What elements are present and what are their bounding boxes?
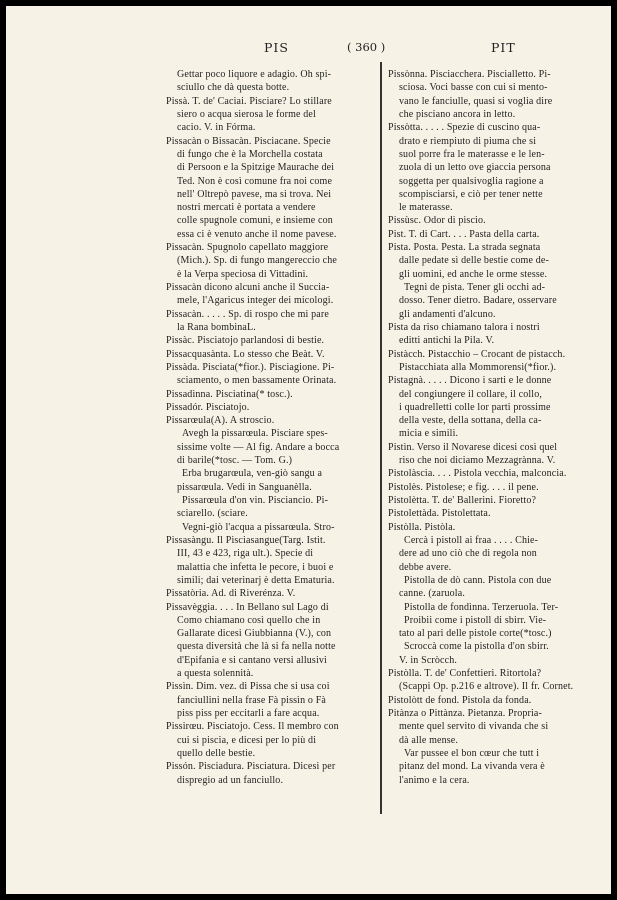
text-line: Pissarœula d'on vin. Pisciancio. Pi- bbox=[182, 495, 329, 506]
text-line: gli andamenti d'alcuno. bbox=[399, 308, 496, 320]
text-line: dalle pedate sì delle bestie come de- bbox=[399, 255, 549, 267]
text-line: Gettar poco liquore e adagio. Oh spi- bbox=[177, 69, 332, 80]
text-line: di fungo che è la Morchella costata bbox=[177, 148, 323, 160]
text-line: simili; dai veterinarj è detta Ematuria. bbox=[177, 574, 335, 586]
text-line: è la Verpa speciosa di Vittadini. bbox=[177, 268, 309, 280]
text-line: Pistolètta. T. de' Ballerini. Fioretto? bbox=[388, 495, 537, 506]
text-line: Pista da riso chiamano talora i nostri bbox=[388, 321, 540, 333]
text-line: sciullo che dà questa botte. bbox=[177, 82, 290, 94]
text-line: Ted. Non è così comune fra noi come bbox=[177, 175, 333, 187]
text-line: a questa solennità. bbox=[177, 668, 254, 680]
text-line: Pissìn. Dim. vez. di Pissa che si usa coi bbox=[166, 681, 330, 693]
text-line: Pissacàn dicono alcuni anche il Succia- bbox=[166, 282, 330, 293]
text-line: Cercà i pistoll ai fraa . . . . Chie- bbox=[404, 534, 539, 546]
text-line: micia e simili. bbox=[399, 428, 459, 440]
text-line: le materasse. bbox=[399, 202, 453, 214]
text-line: sissime volte — Al fig. Andare a bocca bbox=[177, 441, 340, 453]
text-line: scompisciarsi, e ciò per tener nette bbox=[399, 188, 543, 200]
text-line: i quadrelletti colle lor parti prossime bbox=[399, 401, 551, 413]
text-line: V. in Scròcch. bbox=[399, 654, 458, 666]
text-line: d'Epifania e si cantano versi allusivi bbox=[177, 654, 327, 666]
text-line: editti antichi la Pila. V. bbox=[399, 335, 495, 347]
text-line: Pissòtta. . . . . Spezie di cuscino qua- bbox=[388, 122, 541, 134]
text-line: Tegnì de pista. Tener gli occhi ad- bbox=[404, 282, 546, 293]
text-line: sciamento, o men bassamente Orinata. bbox=[177, 375, 337, 387]
text-line: quello delle bestie. bbox=[177, 747, 256, 759]
text-line: Pissònna. Pisciacchera. Piscialletto. Pi- bbox=[388, 69, 551, 80]
text-line: la Rana bombinaL. bbox=[177, 321, 256, 333]
header-right-word: PIT bbox=[491, 40, 516, 55]
text-line: Pistolettàda. Pistolettata. bbox=[388, 508, 491, 520]
text-line: dere ad uno ciò che di regola non bbox=[399, 548, 537, 560]
text-line: Avegh la pissarœula. Pisciare spes- bbox=[182, 428, 328, 440]
text-line: piss piss per eccitarli a fare acqua. bbox=[177, 708, 320, 719]
text-line: cui si piscia, e dicesi per lo più di bbox=[177, 734, 317, 746]
text-line: del congiungere il collare, il collo, bbox=[399, 388, 543, 400]
text-line: Var pussee el bon cœur che tutt i bbox=[404, 747, 540, 759]
text-line: mele, l'Agaricus integer dei micologi. bbox=[177, 295, 334, 307]
text-line: Pissirœu. Pisciatojo. Cess. Il membro con bbox=[166, 721, 339, 733]
text-line: Pistacchiata alla Mommorensi(*fior.). bbox=[399, 361, 557, 373]
text-line: riso che noi diciamo Mezzagrànna. V. bbox=[399, 455, 556, 467]
text-line: Pissacquasànta. Lo stesso che Beàt. V. bbox=[166, 348, 325, 360]
text-line: tato al pari delle pistole corte(*tosc.) bbox=[399, 628, 552, 640]
right-column bbox=[388, 68, 602, 787]
text-line: Proibii come i pistoll di sbirr. Vie- bbox=[404, 614, 547, 626]
text-line: dispregio ad un fanciullo. bbox=[177, 774, 284, 786]
text-line: Pissatòria. Ad. di Riverénza. V. bbox=[166, 588, 296, 600]
text-line: mente quel servito di vivanda che si bbox=[399, 721, 549, 733]
text-line: vano le fanciulle, quasi si voglia dire bbox=[399, 95, 553, 107]
text-line: Pissàc. Pisciatojo parlandosi di bestie. bbox=[166, 335, 325, 347]
text-line: questa diversità che là si fa nella notte bbox=[177, 641, 336, 653]
text-line: Pissarœula(A). A stroscio. bbox=[166, 415, 275, 427]
text-line: Pist. T. di Cart. . . . Pasta della carta. bbox=[388, 228, 540, 240]
text-line: Erba brugarœula, ven-giò sangu a bbox=[182, 468, 323, 480]
text-line: Pissón. Pisciadura. Pisciatura. Dicesi per bbox=[166, 761, 336, 773]
text-line: Pissavèggia. . . . In Bellano sul Lago di bbox=[166, 601, 329, 613]
text-line: fanciullini nella frase Fà pissìn o Fà bbox=[177, 694, 327, 706]
text-line: dà alle mense. bbox=[399, 734, 459, 746]
text-line: Scroccà come la pistolla d'on sbirr. bbox=[404, 641, 549, 653]
text-line: di barile(*tosc. — Tom. G.) bbox=[177, 455, 293, 467]
text-line: Pistolla de dò cann. Pistola con due bbox=[404, 574, 552, 586]
text-line: (Mich.). Sp. di fungo mangereccio che bbox=[177, 255, 337, 267]
text-line: Pissà. T. de' Caciai. Pisciare? Lo stillare bbox=[166, 95, 332, 107]
text-line: Pitànza o Pittànza. Pietanza. Propria- bbox=[388, 708, 542, 719]
text-line: l'animo e la cera. bbox=[399, 774, 470, 786]
text-line: soggetta per qualsivoglia ragione a bbox=[399, 175, 544, 187]
text-line: drato e riempiuto di piuma che si bbox=[399, 135, 537, 147]
text-line: malattia che infetta le pecore, i buoi e bbox=[177, 561, 334, 573]
text-line: Pistolès. Pistolese; e fig. . . . il pene. bbox=[388, 481, 539, 493]
text-line: pitanz del mond. La vivanda vera è bbox=[399, 761, 545, 773]
text-line: Pissàda. Pisciata(*fior.). Pisciagione. Pi- bbox=[166, 361, 335, 373]
text-line: Pissacàn. . . . . Sp. di rospo che mi pare bbox=[166, 308, 329, 320]
text-line: gli uomini, ed anche le orme stesse. bbox=[399, 268, 548, 280]
text-line: della veste, della sottana, della ca- bbox=[399, 415, 542, 427]
text-line: Pissacàn o Bissacàn. Pisciacane. Specie bbox=[166, 135, 331, 147]
text-line: di Persoon e la Spitzige Maurache dei bbox=[177, 162, 335, 174]
text-line: Pissadór. Pisciatojo. bbox=[166, 401, 250, 413]
text-line: Pissadìnna. Pisciatina(* tosc.). bbox=[166, 388, 293, 400]
text-line: nell' Oltrepò pavese, ma si trova. Nei bbox=[177, 188, 332, 200]
text-line: Pistolàscia. . . . Pistola vecchia, malconcia. bbox=[388, 468, 567, 480]
text-line: pissarœula. Vedi in Sanguanèlla. bbox=[177, 481, 312, 493]
text-line: sciosa. Voci basse con cui si mento- bbox=[399, 82, 548, 94]
text-line: Pissùsc. Odor di piscio. bbox=[388, 215, 486, 227]
text-line: che pisciano ancora in letto. bbox=[399, 108, 516, 120]
text-line: debbe avere. bbox=[399, 561, 452, 573]
text-line: (Scappi Op. p.216 e altrove). Il fr. Cornet. bbox=[399, 681, 574, 693]
text-line: siero o acqua sierosa le forme del bbox=[177, 108, 316, 120]
text-line: Como chiamano così quello che in bbox=[177, 614, 321, 626]
text-line: Pistolòtt de fond. Pistola da fonda. bbox=[388, 694, 532, 706]
text-line: cacio. V. in Fórma. bbox=[177, 122, 256, 134]
text-line: zuola di un letto ove giaccia persona bbox=[399, 162, 551, 174]
text-line: Gallarate dicesi Giubbianna (V.), con bbox=[177, 628, 332, 640]
text-line: colle spugnole comuni, e insieme con bbox=[177, 215, 333, 227]
column-divider bbox=[380, 62, 382, 814]
text-line: Pistàcch. Pistacchio – Crocant de pistacch. bbox=[388, 348, 566, 360]
dictionary-page bbox=[6, 6, 611, 894]
text-line: essa ci è venuto anche il nome pavese. bbox=[177, 228, 337, 240]
text-line: Pistagnà. . . . . Dicono i sarti e le donne bbox=[388, 375, 552, 387]
text-line: III, 43 e 423, riga ult.). Specie di bbox=[177, 548, 314, 560]
text-line: Pissasàngu. Il Pisciasangue(Targ. Istit. bbox=[166, 534, 326, 546]
text-line: Pissacàn. Spugnolo capellato maggiore bbox=[166, 242, 329, 254]
text-line: sciarello. (sciare. bbox=[177, 508, 248, 520]
text-line: Pistolla de fondìnna. Terzeruola. Ter- bbox=[404, 601, 559, 613]
text-line: dosso. Tener dietro. Badare, osservare bbox=[399, 295, 557, 307]
text-line: suol porre fra le materasse e le len- bbox=[399, 148, 545, 160]
text-line: Vegni-giò l'acqua a pissarœula. Stro- bbox=[182, 521, 335, 533]
left-column bbox=[166, 68, 378, 787]
text-line: Pistòlla. Pistòla. bbox=[388, 521, 456, 533]
page-number: ( 360 ) bbox=[347, 40, 386, 54]
header-left-word: PIS bbox=[264, 40, 289, 55]
text-line: Pistìn. Verso il Novarese dicesi così quel bbox=[388, 441, 558, 453]
text-line: nostri mercati è portata a vendere bbox=[177, 202, 316, 214]
text-line: Pista. Posta. Pesta. La strada segnata bbox=[388, 242, 541, 254]
text-line: Pistòlla. T. de' Confettieri. Ritortola? bbox=[388, 668, 542, 680]
text-line: canne. (zaruola. bbox=[399, 588, 465, 600]
